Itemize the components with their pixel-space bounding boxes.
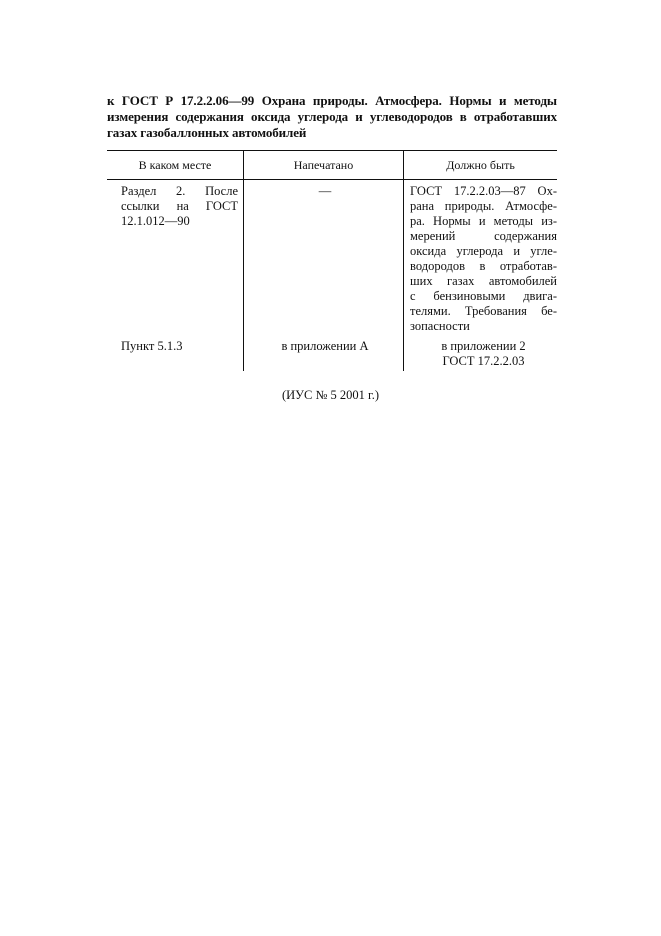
cell-line: рана природы. Атмосфе-	[410, 199, 557, 213]
row-2-printed: в приложении А	[281, 339, 369, 353]
amendment-table	[107, 150, 557, 371]
cell-line: оксида углерода и угле-	[410, 244, 557, 258]
column-divider	[403, 150, 404, 371]
row-2-should-be	[410, 339, 557, 369]
source-footnote: (ИУС № 5 2001 г.)	[281, 388, 380, 402]
column-divider	[243, 150, 244, 371]
cell-line: ГОСТ 17.2.2.03	[442, 354, 525, 368]
row-1-printed: —	[318, 184, 332, 198]
heading-line: измерения содержания оксида углерода и углеводородов в отработавших	[107, 109, 557, 124]
table-header-rule	[107, 179, 557, 180]
cell-line: в приложении 2	[441, 339, 526, 353]
cell-line: ссылки на ГОСТ	[121, 199, 238, 213]
column-header-where: В каком месте	[138, 158, 212, 172]
cell-line: Пункт 5.1.3	[121, 339, 183, 353]
column-header-should-be: Должно быть	[446, 158, 515, 172]
cell-line: телями. Требования бе-	[410, 304, 557, 318]
heading-line: к ГОСТ Р 17.2.2.06—99 Охрана природы. Атмосфера. Нормы и методы	[107, 93, 557, 108]
row-2-where	[121, 339, 238, 354]
heading-line: газах газобаллонных автомобилей	[107, 125, 307, 140]
column-header-printed: Напечатано	[293, 158, 354, 172]
cell-line: ших газах автомобилей	[410, 274, 557, 288]
row-1-should-be	[410, 184, 557, 334]
cell-line: с бензиновыми двига-	[410, 289, 557, 303]
cell-line: 12.1.012—90	[121, 214, 190, 228]
cell-line: ГОСТ 17.2.2.03—87 Ох-	[410, 184, 557, 198]
row-1-where	[121, 184, 238, 229]
cell-line: мерений содержания	[410, 229, 557, 243]
cell-line: водородов в отработав-	[410, 259, 557, 273]
cell-line: зопасности	[410, 319, 470, 333]
cell-line: Раздел 2. После	[121, 184, 238, 198]
cell-line: ра. Нормы и методы из-	[410, 214, 557, 228]
table-top-rule	[107, 150, 557, 151]
amendment-heading	[107, 93, 557, 141]
